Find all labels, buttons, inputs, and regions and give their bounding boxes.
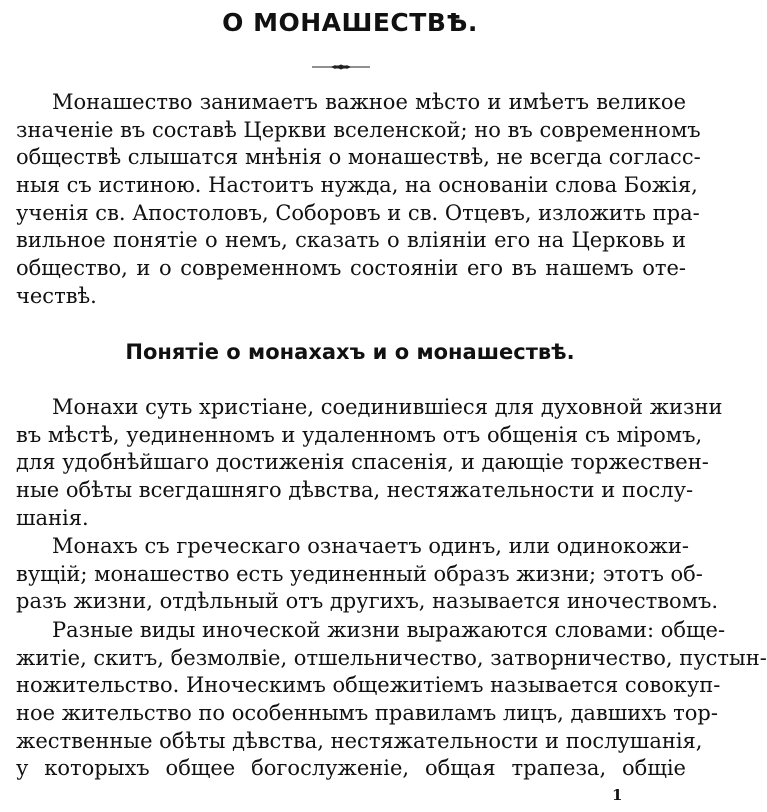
text-line: чествѣ. — [16, 283, 97, 308]
text-line: общество, и о современномъ состояніи его въ нашемъ оте- — [16, 256, 686, 281]
text-line: Монахъ съ греческаго означаетъ одинъ, или одинокожи- — [52, 534, 690, 558]
text-line: ныя съ истиною. Настоитъ нужда, на основаніи слова Божія, — [16, 173, 698, 198]
document-title: О МОНАШЕСТВѢ. — [222, 8, 478, 37]
paragraph-etymology — [16, 533, 719, 616]
text-line: у которыхъ общее богослуженіе, общая трапеза, общіе — [16, 756, 686, 781]
text-line: ное жительство по особеннымъ правиламъ лицъ, давшихъ тор- — [16, 701, 718, 726]
title-ornament — [312, 62, 370, 72]
text-line: Разные виды иноческой жизни выражаются словами: обще- — [52, 618, 726, 642]
paragraph-kinds — [16, 617, 767, 783]
text-line: шанія. — [16, 505, 89, 530]
text-line: разъ жизни, отдѣльный отъ другихъ, называется иночествомъ. — [16, 589, 719, 614]
text-line: обществѣ слышатся мнѣнія о монашествѣ, не всегда согласс- — [16, 145, 701, 170]
text-line: значеніе въ составѣ Церкви вселенской; но въ современномъ — [16, 117, 701, 142]
page-number: 1 — [612, 786, 623, 804]
text-line: Монашество занимаетъ важное мѣсто и имѣетъ великое — [52, 90, 686, 114]
text-line: ножительство. Иноческимъ общежитіемъ называется совокуп- — [16, 673, 721, 698]
text-line: жественные обѣты дѣвства, нестяжательности и послушанія, — [16, 728, 703, 753]
text-line: ные обѣты всегдашняго дѣвства, нестяжательности и послу- — [16, 478, 694, 503]
intro-paragraph — [16, 89, 701, 311]
section-title: Понятіе о монахахъ и о монашествѣ. — [125, 340, 575, 364]
text-line: въ мѣстѣ, уединенномъ и удаленномъ отъ общенія съ міромъ, — [16, 422, 703, 447]
paragraph-definition — [16, 394, 723, 532]
text-line: житіе, скитъ, безмолвіе, отшельничество, затворничество, пустын- — [16, 645, 767, 670]
text-line: вильное понятіе о немъ, сказать о вліяніи его на Церковь и — [16, 228, 686, 253]
text-line: вущій; монашество есть уединенный образъ жизни; этотъ об- — [16, 561, 703, 586]
text-line: для удобнѣйшаго достиженія спасенія, и дающіе торжествен- — [16, 450, 709, 475]
text-line: ученія св. Апостоловъ, Соборовъ и св. Отцевъ, изложить пра- — [16, 200, 700, 225]
text-line: Монахи суть христіане, соединившіеся для духовной жизни — [52, 395, 723, 419]
